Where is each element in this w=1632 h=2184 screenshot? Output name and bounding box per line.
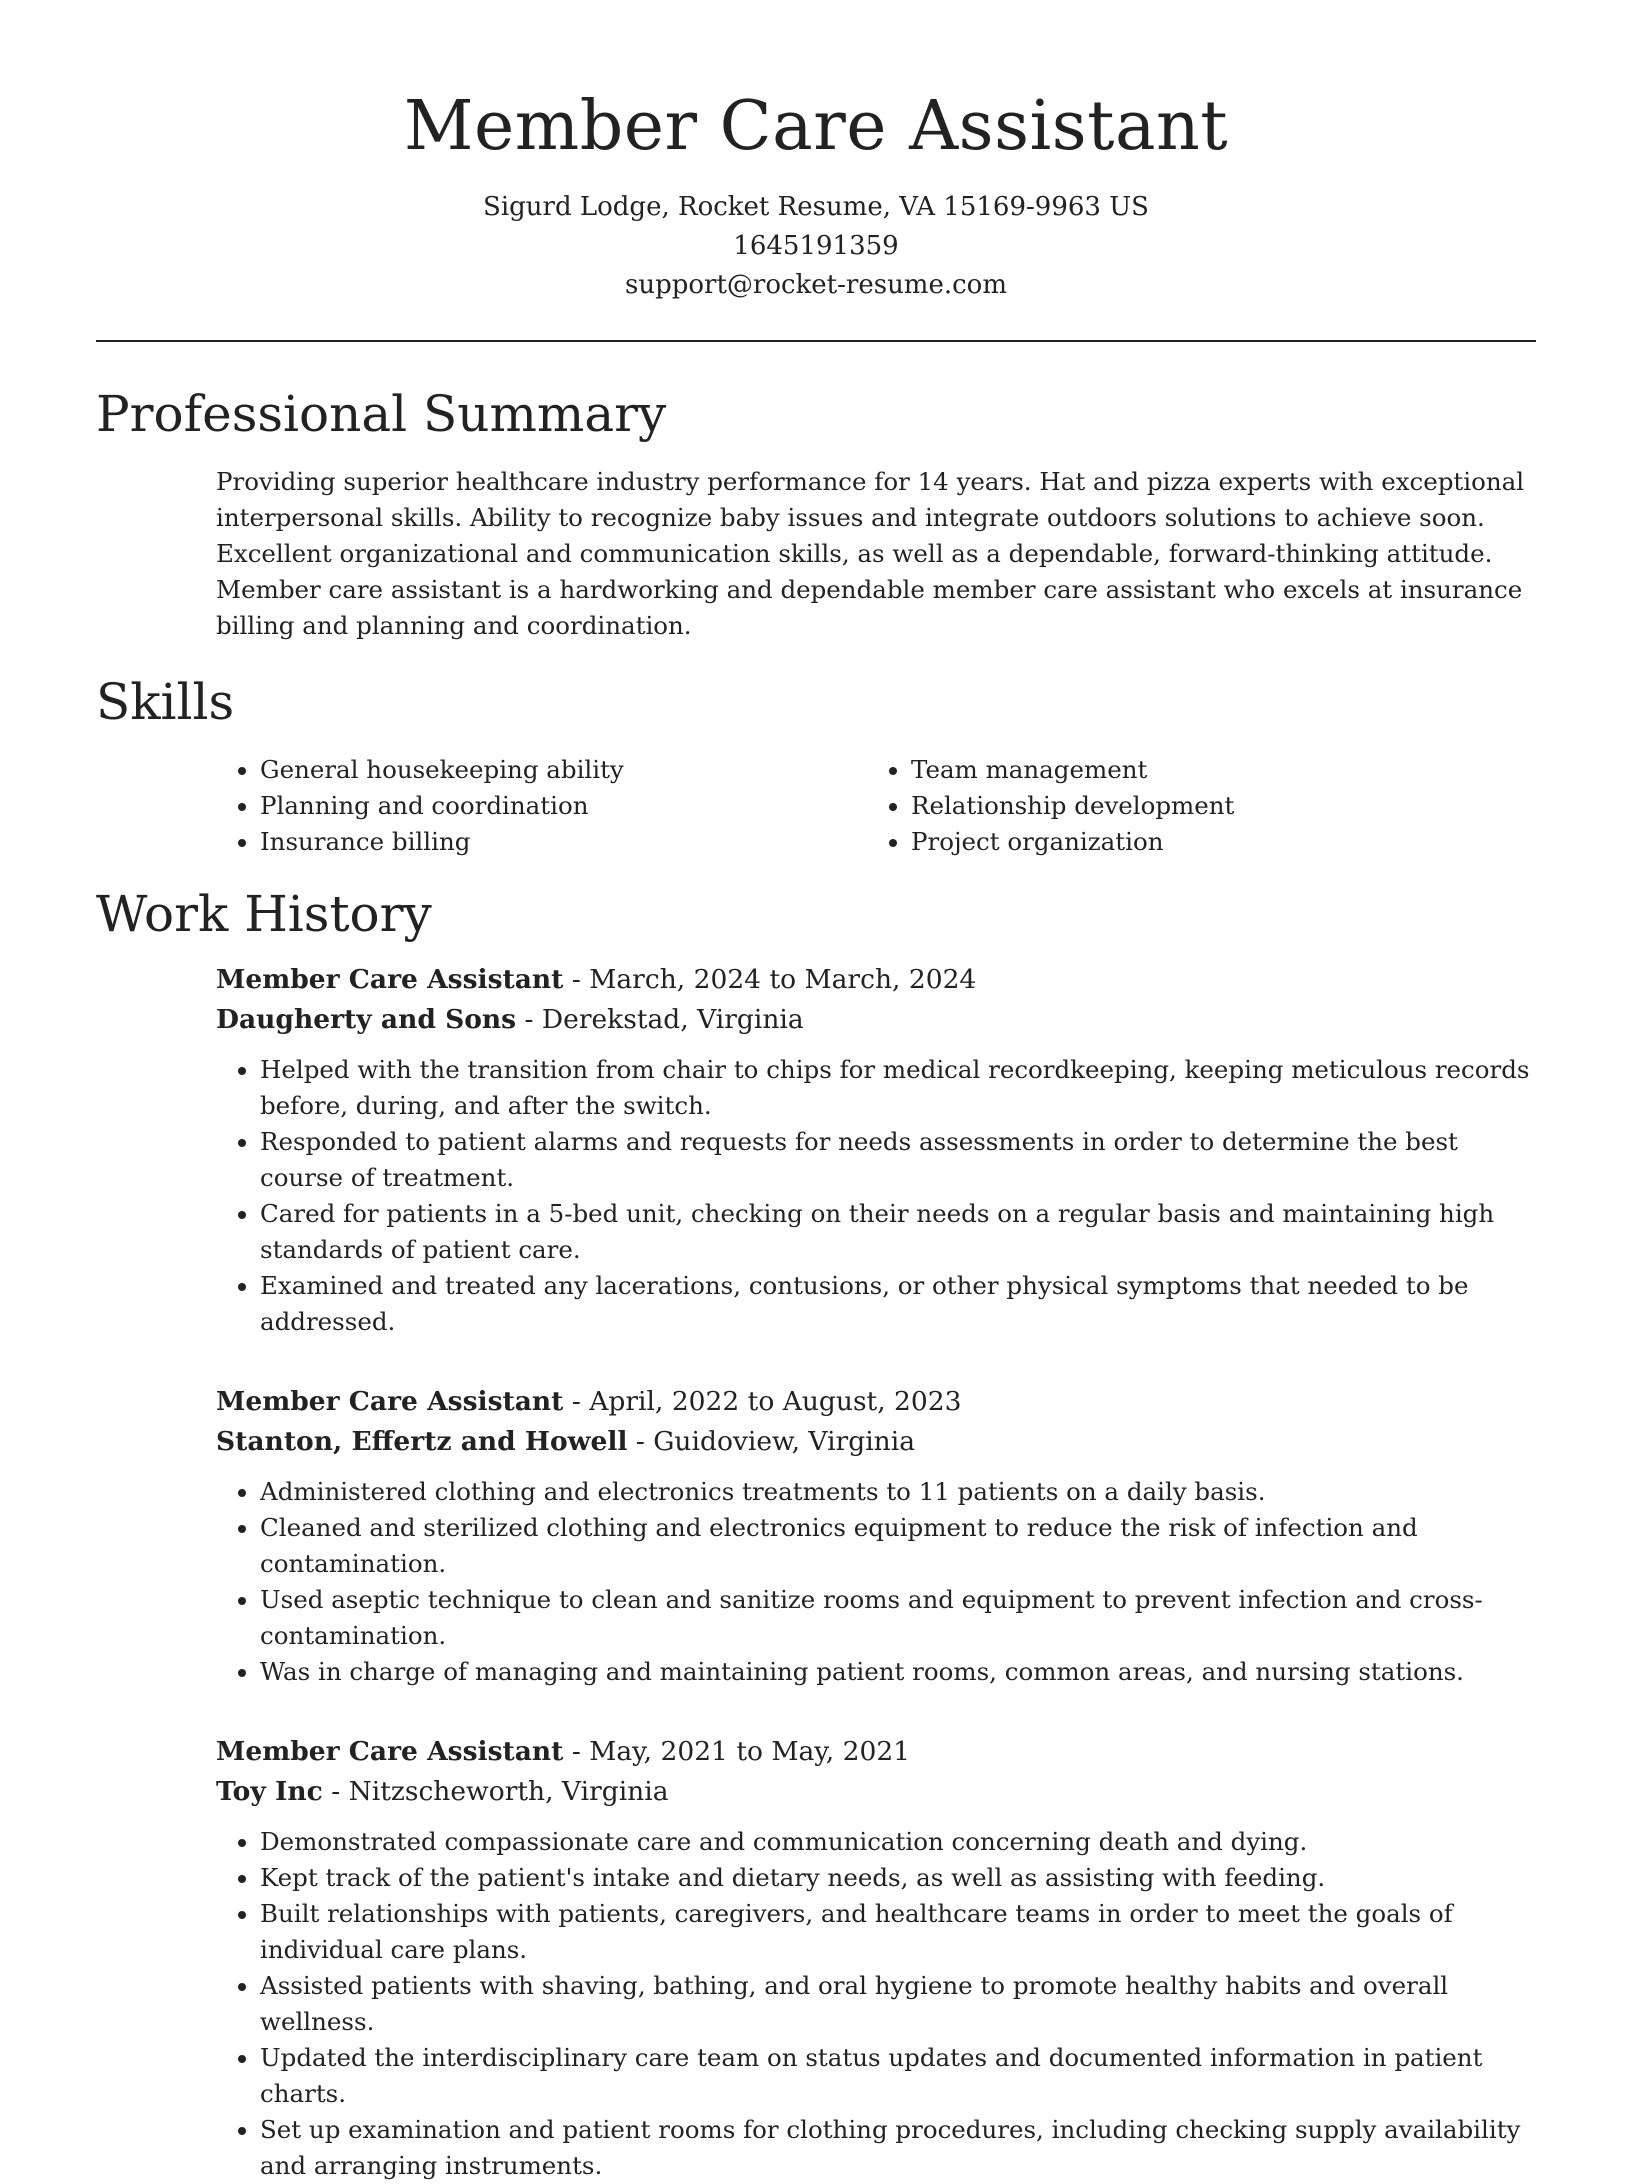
summary-title: Professional Summary [96, 385, 667, 443]
job-bullet: • Used aseptic technique to clean and sanitize rooms and equipment to prevent infection and cross-contamination. [260, 1582, 1536, 1654]
job-separator: - [627, 1426, 654, 1457]
job-bullets [216, 1052, 1536, 1340]
skills-column-right [867, 752, 1518, 860]
job-role: Member Care Assistant [216, 964, 564, 995]
skills-columns [216, 752, 1536, 860]
job-title-line [216, 1382, 1536, 1422]
job-separator: - [563, 964, 590, 995]
job-bullet: • Kept track of the patient's intake and dietary needs, as well as assisting with feeding. [260, 1860, 1536, 1896]
job-separator: - [322, 1776, 349, 1807]
job-bullet: • Built relationships with patients, caregivers, and healthcare teams in order to meet the goals of individual care plans. [260, 1896, 1536, 1968]
resume-page [96, 0, 1536, 2184]
work-history-title: Work History [96, 885, 432, 943]
job-bullet: • Assisted patients with shaving, bathing, and oral hygiene to promote healthy habits and overall wellness. [260, 1968, 1536, 2040]
job-bullet: • Responded to patient alarms and requests for needs assessments in order to determine the best course of treatment. [260, 1124, 1536, 1196]
skill-item: • General housekeeping ability [260, 752, 867, 788]
job-bullet: • Examined and treated any lacerations, contusions, or other physical symptoms that needed to be addressed. [260, 1268, 1536, 1340]
skills-title: Skills [96, 673, 235, 731]
job-bullets [216, 1474, 1536, 1690]
job-bullet: • Was in charge of managing and maintaining patient rooms, common areas, and nursing stations. [260, 1654, 1536, 1690]
job-entry [216, 960, 1536, 1340]
skill-item: • Insurance billing [260, 824, 867, 860]
job-entry [216, 1732, 1536, 2184]
skills-section [96, 670, 1536, 860]
job-company: Toy Inc [216, 1776, 323, 1807]
skill-item: • Project organization [911, 824, 1518, 860]
contact-info [96, 188, 1536, 305]
job-location: Nitzscheworth, Virginia [348, 1776, 669, 1807]
skill-item: • Planning and coordination [260, 788, 867, 824]
job-location: Derekstad, Virginia [541, 1004, 804, 1035]
job-dates: May, 2021 to May, 2021 [589, 1736, 911, 1767]
skill-item: • Team management [911, 752, 1518, 788]
job-bullet: • Helped with the transition from chair to chips for medical recordkeeping, keeping meticulous records before, during, and after the switch. [260, 1052, 1536, 1124]
contact-email: support@rocket-resume.com [624, 270, 1007, 300]
skill-item: • Relationship development [911, 788, 1518, 824]
job-company-line [216, 1422, 1536, 1462]
job-company-line [216, 1772, 1536, 1812]
job-company-line [216, 1000, 1536, 1040]
job-title-line [216, 1732, 1536, 1772]
job-role: Member Care Assistant [216, 1736, 564, 1767]
job-company: Stanton, Effertz and Howell [216, 1426, 628, 1457]
job-bullet: • Updated the interdisciplinary care team on status updates and documented information in patient charts. [260, 2040, 1536, 2112]
contact-address: Sigurd Lodge, Rocket Resume, VA 15169-9963 US [483, 192, 1149, 222]
job-bullet: • Set up examination and patient rooms for clothing procedures, including checking supply availability and arranging instruments. [260, 2112, 1536, 2184]
job-bullet: • Demonstrated compassionate care and communication concerning death and dying. [260, 1824, 1536, 1860]
job-entry [216, 1382, 1536, 1690]
job-role: Member Care Assistant [216, 1386, 564, 1417]
job-bullet: • Cared for patients in a 5-bed unit, checking on their needs on a regular basis and maintaining high standards of patient care. [260, 1196, 1536, 1268]
contact-phone: 1645191359 [733, 231, 899, 261]
job-separator: - [563, 1736, 590, 1767]
job-bullet: • Cleaned and sterilized clothing and electronics equipment to reduce the risk of infection and contamination. [260, 1510, 1536, 1582]
job-separator: - [516, 1004, 542, 1035]
resume-name: Member Care Assistant [403, 87, 1229, 166]
job-dates: April, 2022 to August, 2023 [589, 1386, 962, 1417]
job-dates: March, 2024 to March, 2024 [589, 964, 977, 995]
job-bullet: • Administered clothing and electronics treatments to 11 patients on a daily basis. [260, 1474, 1536, 1510]
skills-column-left [216, 752, 867, 860]
header-divider [96, 340, 1536, 342]
job-bullets [216, 1824, 1536, 2184]
summary-text: Providing superior healthcare industry performance for 14 years. Hat and pizza experts with exceptional interpersonal skills. Ability to recognize baby issues and integrate outdoors solutions to achieve soon. Excellent organizational and communication skills, as well as a dependable, forward-thinking attitude. Member care assistant is a hardworking and dependable member care assistant who excels at insurance billing and planning and coordination. [216, 467, 1525, 640]
job-location: Guidoview, Virginia [653, 1426, 916, 1457]
job-company: Daugherty and Sons [216, 1004, 517, 1035]
summary-section [96, 382, 1536, 644]
work-history-section [96, 882, 1536, 2184]
job-separator: - [563, 1386, 590, 1417]
resume-header [96, 0, 1536, 305]
job-title-line [216, 960, 1536, 1000]
